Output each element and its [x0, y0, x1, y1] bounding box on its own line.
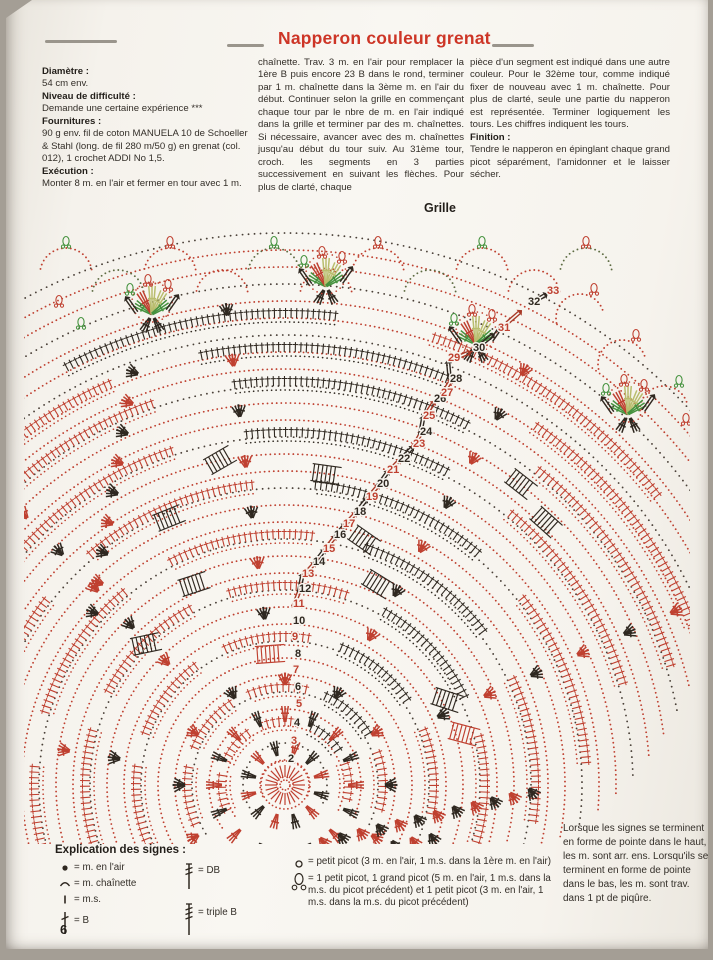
round-number: 26 [434, 393, 447, 405]
execution-label: Exécution : [42, 165, 94, 177]
round-number: 2 [288, 753, 295, 765]
large-picot-icon [290, 873, 308, 891]
legend-picot-column [290, 856, 558, 910]
round-number: 28 [450, 373, 463, 385]
instructions-right-text: pièce d'un segment est indiqué dans une autre couleur. Pour le 32ème tour, comme indiqué fixer de nouveau avec 1 m. chaînette. Pour plus de clarté, seule une partie du napperon est représentée. Terminer logiquement les tours. Les chiffres indiquent les tours. [470, 57, 670, 131]
round-number: 32 [528, 296, 541, 308]
fournitures-label: Fournitures : [42, 115, 102, 127]
legend-item-label: = 1 petit picot, 1 grand picot (5 m. en l'air, 1 m.s. dans la m.s. du picot précédent) et 1 petit picot (3 m. en l'air, 1 m.s. dans la m.s. du picot précédent) [308, 873, 551, 909]
finition-text: Tendre le napperon en épinglant chaque grand picot séparément, l'amidonner et le laisser sécher. [470, 144, 670, 181]
niveau-value: Demande une certaine expérience *** [42, 103, 203, 115]
legend-item-label: = m. chaînette [74, 878, 137, 890]
round-number: 24 [420, 426, 433, 438]
round-number: 7 [293, 664, 300, 676]
round-number: 27 [441, 387, 454, 399]
round-number: 21 [387, 464, 400, 476]
round-number: 23 [413, 438, 426, 450]
legend-basic-column [56, 862, 136, 935]
legend-item [56, 878, 136, 890]
round-number: 4 [294, 717, 301, 729]
round-number: 9 [292, 631, 299, 643]
niveau-label: Niveau de difficulté : [42, 90, 136, 102]
triple-treble-icon [180, 902, 198, 936]
round-number: 8 [295, 648, 302, 660]
round-number: 33 [547, 285, 560, 297]
side-note: Lorsque les signes se terminent en forme de pointe dans le haut, les m. sont arr. ens. Lorsqu'ils se terminent en forme de pointe dans le bas, les m. sont trav. dans 1 pt de piqûre. [563, 823, 709, 904]
round-number: 16 [334, 529, 347, 541]
execution-value: Monter 8 m. en l'air et fermer en tour avec 1 m. [42, 178, 242, 190]
round-number: 10 [293, 615, 306, 627]
legend-item-label: = DB [198, 865, 221, 876]
diametre-label: Diamètre : [42, 66, 89, 77]
round-number: 19 [366, 491, 379, 503]
page-number: 6 [60, 922, 68, 937]
diametre-value: 54 cm env. [42, 78, 89, 90]
small-picot-icon [290, 856, 308, 870]
legend-title: Explication des signes : [55, 844, 187, 856]
single-crochet-icon [56, 894, 74, 905]
legend-item [56, 862, 136, 874]
round-number: 22 [398, 453, 411, 465]
chain-stitch-icon [56, 862, 74, 872]
round-number: 12 [299, 583, 312, 595]
legend-item-label: = triple B [198, 907, 237, 918]
round-number: 6 [295, 681, 302, 693]
treble-icon [180, 862, 198, 890]
materials-column [42, 66, 250, 191]
finition-label: Finition : [470, 131, 511, 143]
title-rule-left [227, 44, 264, 47]
round-number: 15 [323, 543, 336, 555]
slip-stitch-icon [56, 878, 74, 888]
round-number: 30 [473, 342, 486, 354]
round-number: 13 [302, 568, 315, 580]
legend-tall-column [180, 862, 237, 936]
round-number: 3 [291, 735, 298, 747]
legend-item [56, 894, 136, 906]
round-number: 5 [296, 698, 303, 710]
round-number: 31 [498, 322, 511, 334]
instructions-middle-text: chaînette. Trav. 3 m. en l'air pour remplacer la 1ère B puis encore 23 B dans le rond, terminer par 1 m. chaînette dans la 3ème m. en l'air du début. Continuer selon la grille en commençant chaque tour par le nbre de m. en l'air indiqué dans la grille et terminer par des m. chaînettes. Si nécessaire, avancer avec des m. chaînettes jusqu'au début du tour suiv. Au 31ème tour, croch. les segments en 3 parties successivement en suivant les flèches. Pour plus de clarté, chaque [258, 57, 464, 193]
title-rule-right [492, 44, 534, 47]
legend-item-label: = petit picot (3 m. en l'air, 1 m.s. dans la 1ère m. en l'air) [308, 856, 552, 867]
legend-item [180, 902, 237, 936]
legend-item [180, 862, 237, 890]
title-rule-far-left [45, 40, 117, 43]
legend-item [290, 856, 558, 870]
round-number: 14 [313, 556, 326, 568]
page-title: Napperon couleur grenat [278, 28, 491, 48]
instructions-column-middle [258, 57, 464, 194]
round-number: 11 [293, 598, 305, 610]
page-corner-fold [6, 0, 32, 18]
round-number: 18 [354, 506, 367, 518]
instructions-column-right [470, 57, 670, 182]
crochet-chart-svg [24, 222, 690, 844]
fournitures-value: 90 g env. fil de coton MANUELA 10 de Schoeller & Stahl (long. de fil 280 m/50 g) en grenat (col. 012), 1 crochet ADDI No 1,5. [42, 128, 248, 165]
legend-item-label: = B [74, 914, 89, 926]
round-number: 17 [343, 518, 356, 530]
legend-item [56, 911, 136, 935]
chart-label: Grille [424, 201, 456, 215]
round-number: 29 [448, 352, 461, 364]
legend-item [290, 873, 558, 910]
round-number: 25 [423, 410, 436, 422]
legend-item-label: = m.s. [74, 894, 101, 906]
round-number: 20 [377, 478, 390, 490]
legend-item-label: = m. en l'air [74, 862, 125, 873]
